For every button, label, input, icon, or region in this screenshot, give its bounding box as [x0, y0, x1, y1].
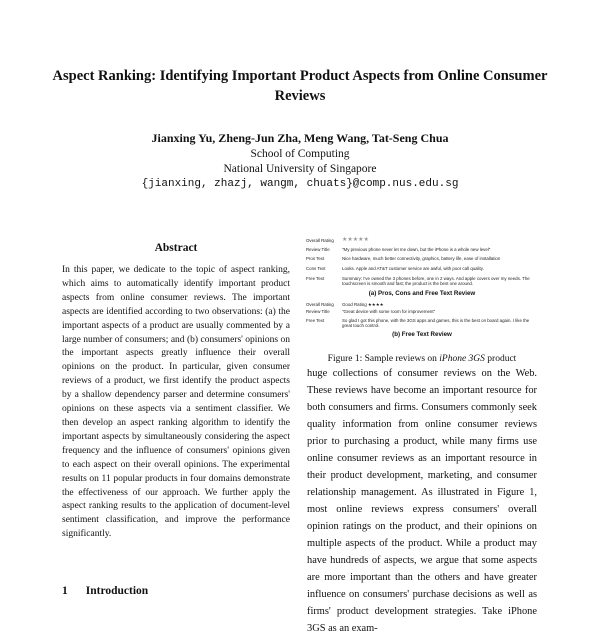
figure-row-text: "Great device with some room for improvement" — [342, 309, 436, 314]
figure-row-label: Free Text — [306, 276, 325, 281]
figure-caption-prefix: Figure 1: Sample reviews on — [327, 354, 440, 364]
figure-row-label: Free Text — [306, 318, 325, 323]
figure-row-label: Overall Rating — [306, 238, 334, 243]
figure-a-caption: (a) Pros, Cons and Free Text Review — [368, 290, 476, 297]
figure-row-text: So glad I got this phone, with the 3GS apps and games, this is the best on board again. I like the great touch control. — [342, 318, 530, 329]
figure-row-text: Summary: I've owned the 3 phones before, one in 2 ways. And apple covers over my needs. The touchscreen is smooth and fast; the product is the best one around. — [342, 276, 530, 287]
figure-row-text: Nice hardware, much better connectivity, graphics, battery life, ease of installation — [342, 256, 501, 261]
section-heading — [62, 585, 148, 597]
figure-row-label: Pros Text — [306, 256, 325, 261]
figure-caption-suffix: product — [484, 354, 517, 364]
figure-row-label: Overall Rating — [306, 302, 334, 307]
figure-sample-reviews — [306, 238, 538, 373]
abstract-heading: Abstract — [154, 242, 198, 254]
paper-authors: Jianxing Yu, Zheng-Jun Zha, Meng Wang, Tat-Seng Chua — [151, 131, 449, 145]
abstract-text: In this paper, we dedicate to the topic of aspect ranking, which aims to automatically identify important product aspects from online consumer reviews. The important aspects are identified according to two observations: (a) the important aspects of a product are usually commented by a large number of consumers; and (b) consumers' opinions on the important aspects greatly influence their overall opinions on the product. In particular, given consumer reviews of a product, we first identify the product aspects by a shallow dependency parser and determine consumers' opinions on these aspects via a sentiment classifier. We then develop an aspect ranking algorithm to identify the important aspects by simultaneously considering the aspect frequency and the influence of consumers' opinions given to each aspect on their overall opinions. The experimental results on 11 popular products in four domains demonstrate the effectiveness of our approach. We further apply the aspect ranking results to the application of document-level sentiment classification, and improve the performance significantly. — [62, 265, 290, 540]
figure-b-caption: (b) Free Text Review — [392, 331, 452, 338]
star-rating-icon: ★★★★★ — [342, 237, 369, 243]
affiliation-school: School of Computing — [250, 148, 350, 160]
figure-caption — [306, 354, 538, 364]
introduction-text: huge collections of consumer reviews on the Web. These reviews have become an important resource for both consumers and firms. Consumers commonly seek quality information from online consumer reviews prior to purchasing a product, while many firms use online consumer reviews as an important resource in their product development, marketing, and consumer relationship management. As illustrated in Figure 1, most online reviews express consumers' overall opinion ratings on the product, and their opinions on multiple aspects of the product. While a product may have hundreds of aspects, we argue that some aspects are more important than the others and have greater influence on consumers' purchase decisions as well as firms' product development strategies. Take iPhone 3GS as an exam- — [307, 368, 537, 634]
author-emails: {jianxing, zhazj, wangm, chuats}@comp.nus.edu.sg — [141, 178, 459, 190]
figure-row-label: Cons Text — [306, 266, 326, 271]
figure-row-label: Review Title — [306, 247, 330, 252]
section-title: Introduction — [85, 585, 149, 597]
figure-row-text: Good Rating ★★★★ — [342, 302, 384, 307]
paper-title: Aspect Ranking: Identifying Important Product Aspects from Online Consumer Reviews — [52, 68, 548, 104]
affiliation-university: National University of Singapore — [223, 163, 377, 175]
figure-row-text: Looks. Apple and AT&T customer service are awful, with poor call quality. — [342, 266, 484, 271]
figure-caption-product: iPhone 3GS — [439, 354, 485, 364]
section-number: 1 — [62, 585, 68, 597]
figure-row-text: "My previous phone never let me down, but the iPhone is a whole new level" — [342, 247, 491, 252]
figure-row-label: Review Title — [306, 309, 330, 314]
